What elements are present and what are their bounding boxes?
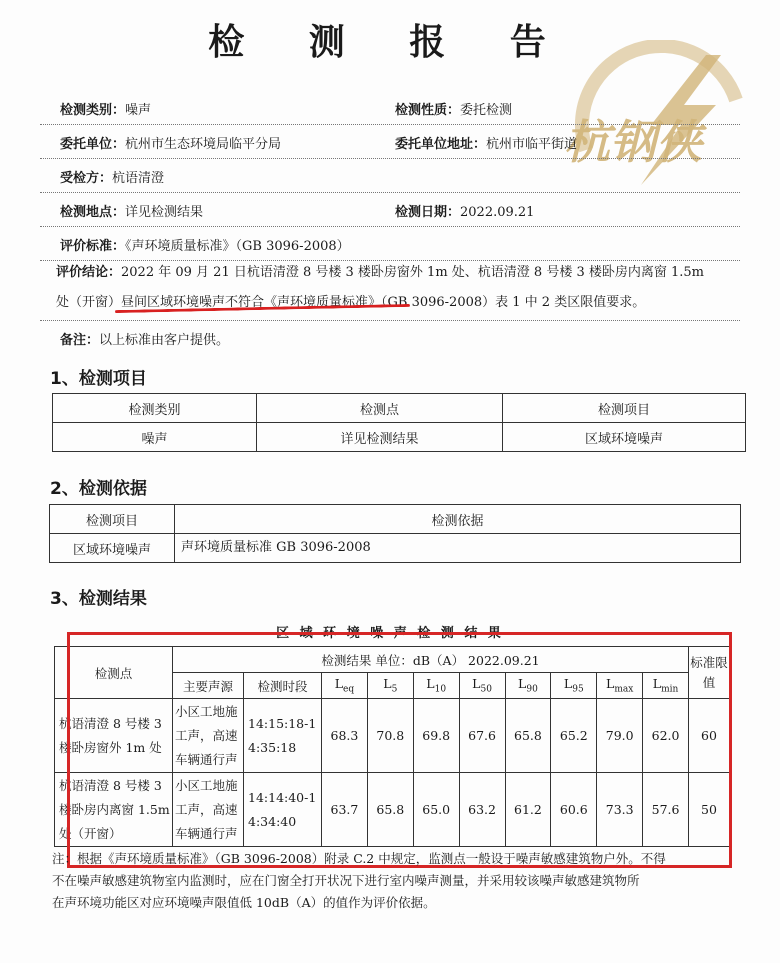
nature-value: 委托检测 [460,103,513,118]
client-value: 杭州市生态环境局临平分局 [125,137,282,152]
basis-cell-basis: 声环境质量标准 GB 3096-2008 [175,534,741,563]
standard-value: 《声环境质量标准》（GB 3096-2008） [125,239,350,254]
detection-items-table [52,393,746,452]
results-header-main: 检测结果 单位：dB（A） 2022.09.21 [173,647,689,673]
conclusion-label: 评价结论： [56,265,122,280]
row1-l90: 65.8 [505,699,551,773]
row1-point: 杭语清澄 8 号楼 3 楼卧房窗外 1m 处 [55,699,173,773]
site-value: 详见检测结果 [125,205,204,220]
basis-cell-item: 区域环境噪声 [50,534,175,563]
date-label: 检测日期： [395,205,461,220]
section-2-title: 2、检测依据 [50,479,147,499]
row1-lmin: 62.0 [643,699,689,773]
subject-value: 杭语清澄 [112,171,165,186]
basis-header-item: 检测项目 [50,505,175,534]
results-header-period: 检测时段 [244,673,322,699]
results-header-point: 检测点 [55,647,173,699]
results-header-limit: 标准限值 [689,647,730,699]
cell-point: 详见检测结果 [257,423,503,452]
row1-l95: 65.2 [551,699,597,773]
cell-category: 噪声 [53,423,257,452]
basis-header-basis: 检测依据 [175,505,741,534]
results-table-caption: 区 域 环 境 噪 声 检 测 结 果 [276,626,504,641]
results-highlight-box [67,632,732,868]
site-label: 检测地点： [60,205,126,220]
nature-label: 检测性质： [395,103,461,118]
metric-lmin: $L_{min}$ [643,673,689,699]
client-address-value: 杭州市临平街道 [486,137,578,152]
row2-l10: 65.0 [413,773,459,847]
header-item: 检测项目 [503,394,746,423]
metric-leq: $L_{eq}$ [322,673,368,699]
results-header-source: 主要声源 [173,673,244,699]
row2-leq: 63.7 [322,773,368,847]
subject-label: 受检方： [60,171,113,186]
conclusion-line-2: 处（开窗）昼间区域环境噪声不符合《声环境质量标准》（GB 3096-2008）表 1 中 2 类区限值要求。 [56,295,646,310]
metric-lmax: $L_{max}$ [597,673,643,699]
section-1-title: 1、检测项目 [50,369,147,389]
row2-period: 14:14:40-14:34:40 [244,773,322,847]
note-line-3: 在声环境功能区对应环境噪声限值低 10dB（A）的值作为评价依据。 [52,895,436,910]
remark-value: 以上标准由客户提供。 [99,333,230,348]
header-point: 检测点 [257,394,503,423]
metric-l90: $L_{90}$ [505,673,551,699]
row2-lmin: 57.6 [643,773,689,847]
info-row-client [40,124,740,159]
note-line-1: 注：根据《声环境质量标准》（GB 3096-2008）附录 C.2 中规定，监测点一般设于噪声敏感建筑物户外。不得 [52,851,666,866]
info-row-subject [40,158,740,193]
note-line-2: 不在噪声敏感建筑物室内监测时，应在门窗全打开状况下进行室内噪声测量，并采用较该噪声敏感建筑物所 [52,873,640,888]
row2-source: 小区工地施工声，高速车辆通行声 [173,773,244,847]
header-category: 检测类别 [53,394,257,423]
row1-source: 小区工地施工声，高速车辆通行声 [173,699,244,773]
row1-l5: 70.8 [367,699,413,773]
detection-basis-table [49,504,741,563]
cell-item: 区域环境噪声 [503,423,746,452]
row1-limit: 60 [689,699,730,773]
info-row-standard [40,226,740,261]
section-3-title: 3、检测结果 [50,589,147,609]
row2-l90: 61.2 [505,773,551,847]
standard-label: 评价标准： [60,239,126,254]
row2-point: 杭语清澄 8 号楼 3 楼卧房内离窗 1.5m 处（开窗） [55,773,173,847]
row2-lmax: 73.3 [597,773,643,847]
info-row-remark [40,320,740,354]
results-note [52,848,752,914]
row2-l50: 63.2 [459,773,505,847]
row2-limit: 50 [689,773,730,847]
metric-l50: $L_{50}$ [459,673,505,699]
watermark-text: 杭钢侠 [564,115,702,169]
row1-period: 14:15:18-14:35:18 [244,699,322,773]
row1-lmax: 79.0 [597,699,643,773]
info-row-type [40,90,740,125]
type-label: 检测类别： [60,103,126,118]
row1-leq: 68.3 [322,699,368,773]
report-title: 检 测 报 告 [208,22,572,63]
row1-l10: 69.8 [413,699,459,773]
metric-l10: $L_{10}$ [413,673,459,699]
row2-l5: 65.8 [367,773,413,847]
date-value: 2022.09.21 [460,205,535,220]
conclusion-line-1: 2022 年 09 月 21 日杭语清澄 8 号楼 3 楼卧房窗外 1m 处、杭语清澄 8 号楼 3 楼卧房内离窗 1.5m [121,265,704,280]
metric-l95: $L_{95}$ [551,673,597,699]
client-label: 委托单位： [60,137,126,152]
type-value: 噪声 [125,103,152,118]
remark-label: 备注： [60,333,100,348]
row1-l50: 67.6 [459,699,505,773]
metric-l5: $L_5$ [367,673,413,699]
client-address-label: 委托单位地址： [395,137,487,152]
row2-l95: 60.6 [551,773,597,847]
info-row-site [40,192,740,227]
